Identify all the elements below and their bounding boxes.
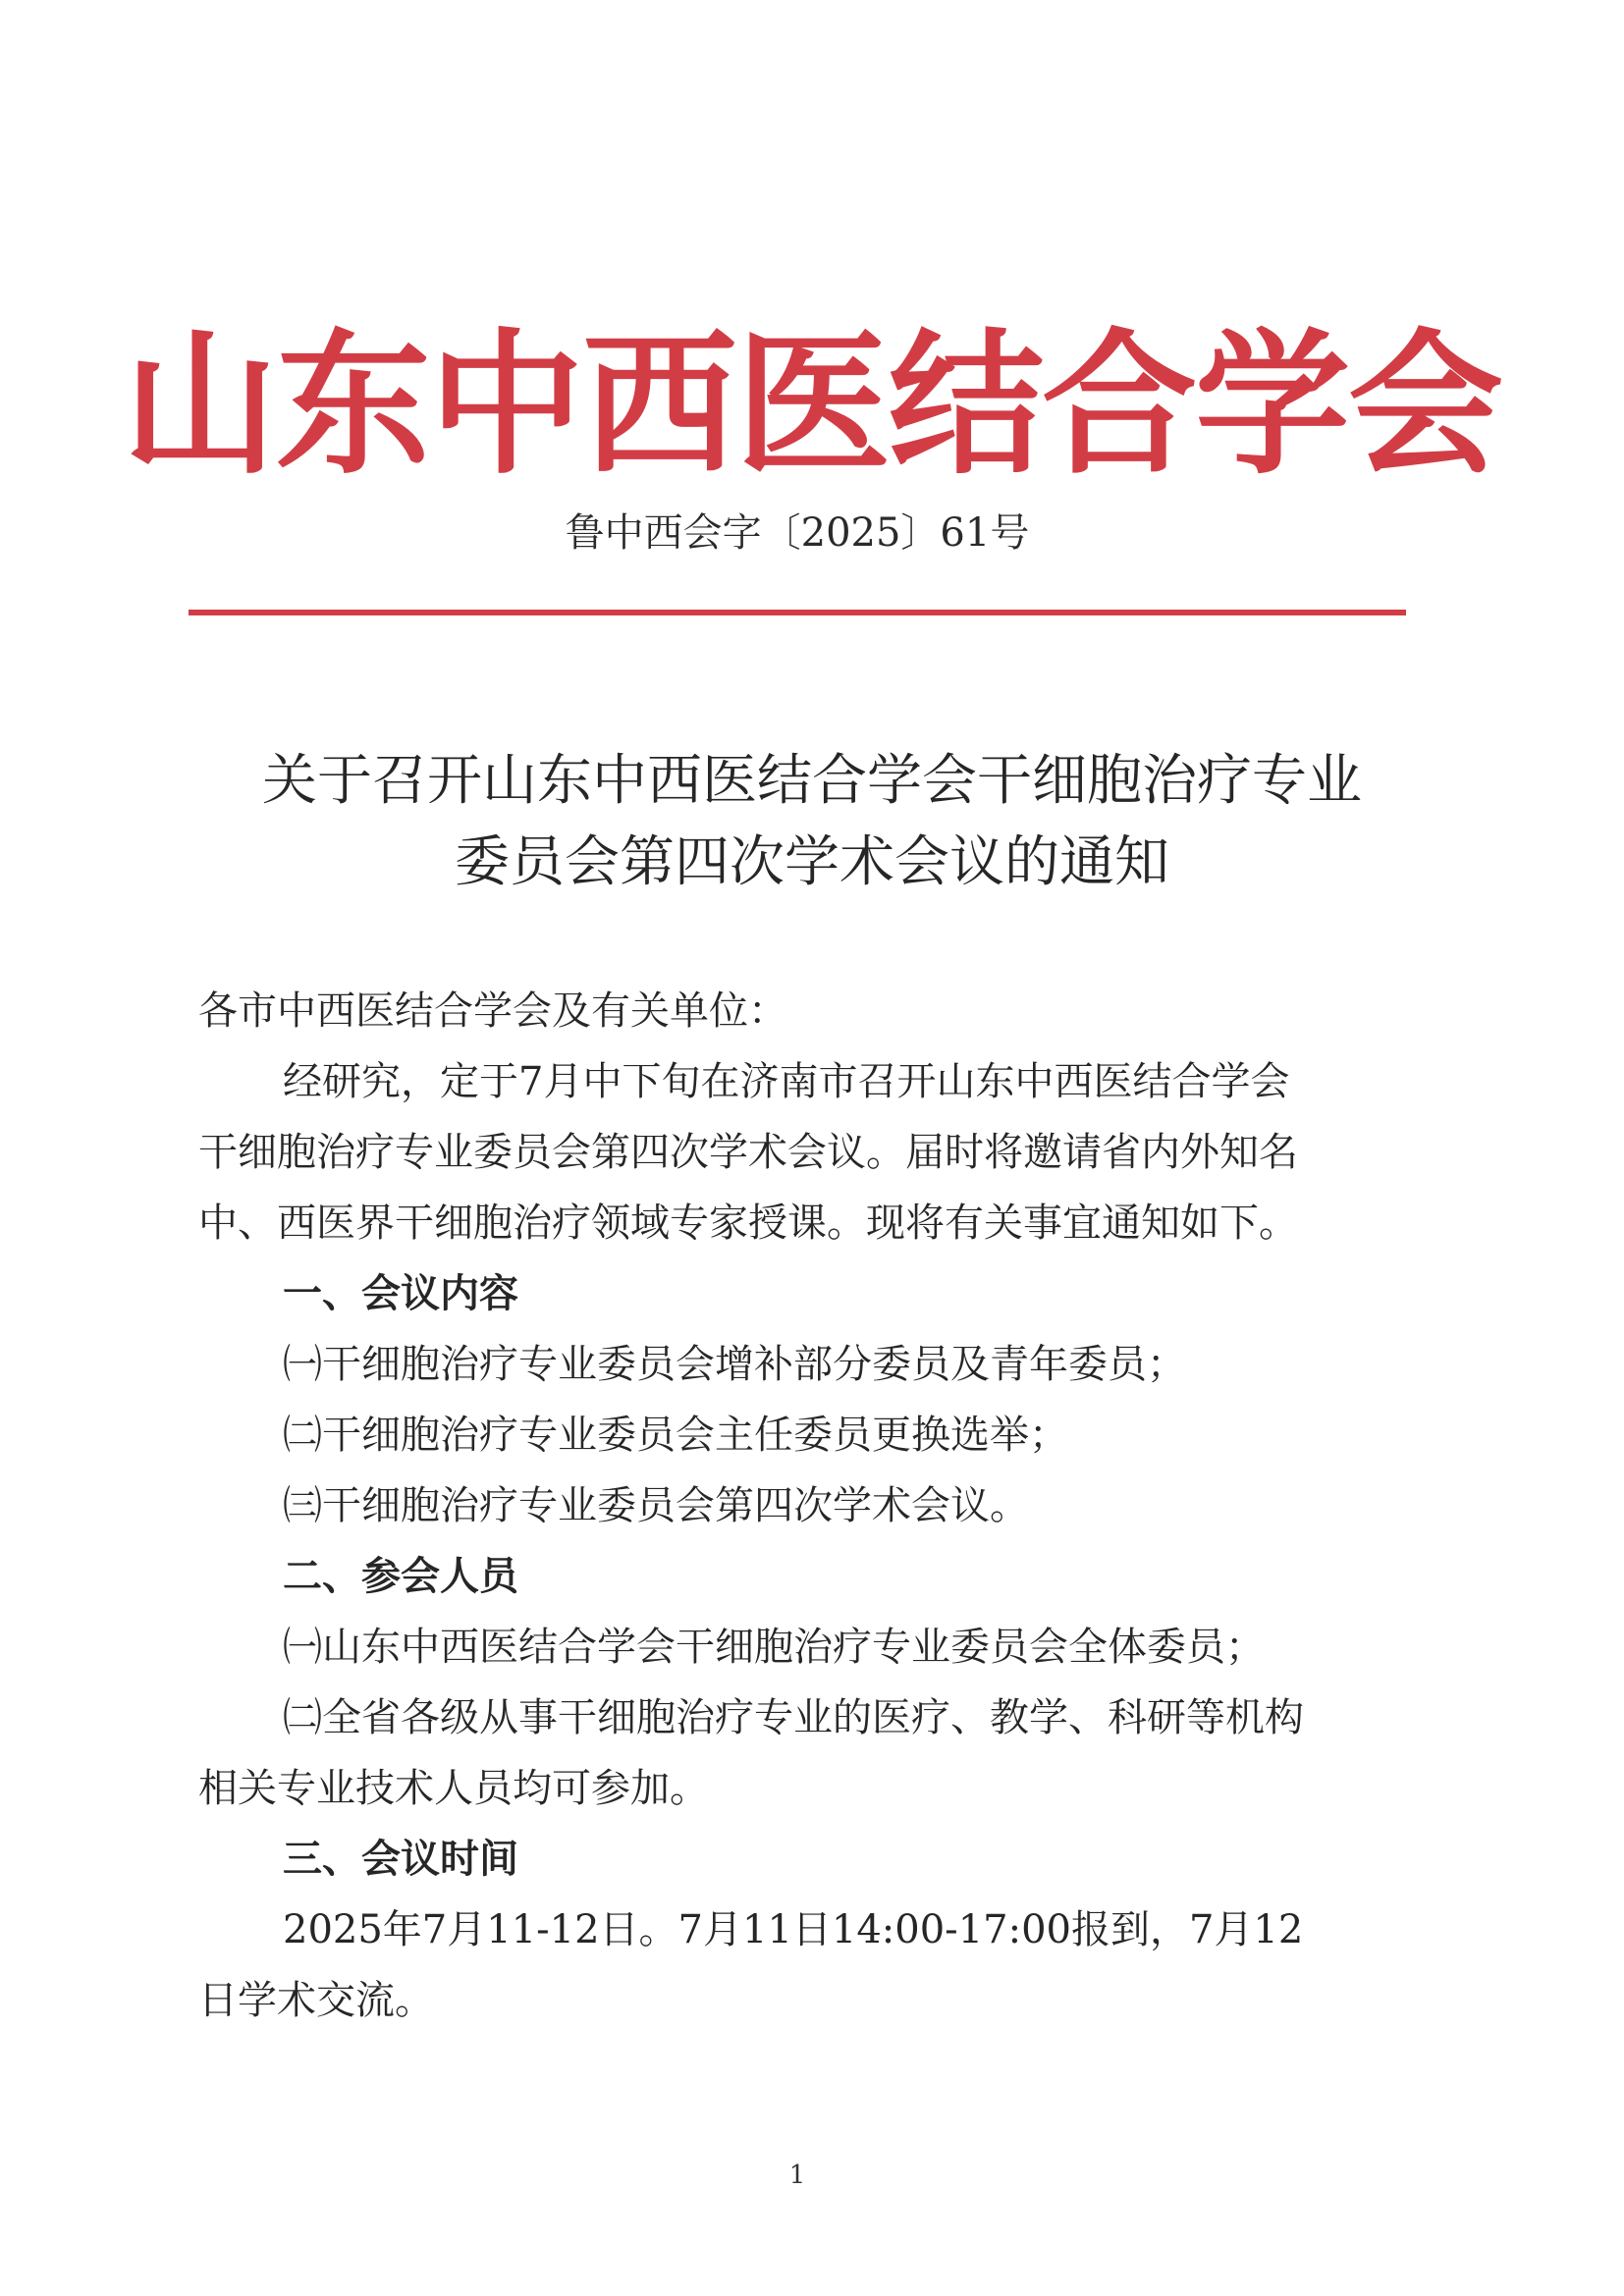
intro-line-2: 干细胞治疗专业委员会第四次学术会议。届时将邀请省内外知名 <box>198 1130 1298 1175</box>
meeting-content-item-1: ㈠干细胞治疗专业委员会增补部分委员及青年委员； <box>283 1342 1186 1387</box>
section-heading-attendees: 二、参会人员 <box>283 1554 518 1599</box>
attendees-item-2-continued: 相关专业技术人员均可参加。 <box>198 1766 709 1811</box>
meeting-content-item-3: ㈢干细胞治疗专业委员会第四次学术会议。 <box>283 1483 1029 1528</box>
meeting-content-item-2: ㈡干细胞治疗专业委员会主任委员更换选举； <box>283 1413 1068 1458</box>
meeting-time-line-2: 日学术交流。 <box>198 1978 434 2023</box>
attendees-item-2: ㈡全省各级从事干细胞治疗专业的医疗、教学、科研等机构 <box>283 1695 1304 1740</box>
salutation: 各市中西医结合学会及有关单位： <box>198 988 787 1034</box>
attendees-item-1: ㈠山东中西医结合学会干细胞治疗专业委员会全体委员； <box>283 1625 1265 1670</box>
notice-title-line-2: 委员会第四次学术会议的通知 <box>455 830 1169 894</box>
page-number: 1 <box>788 2161 806 2190</box>
letterhead-red-rule <box>189 610 1406 615</box>
section-heading-meeting-time: 三、会议时间 <box>283 1837 518 1882</box>
meeting-time-line-1: 2025年7月11-12日。7月11日14:00-17:00报到，7月12 <box>283 1907 1304 1952</box>
intro-line-3: 中、西医界干细胞治疗领域专家授课。现将有关事宜通知如下。 <box>198 1201 1298 1246</box>
notice-title-line-1: 关于召开山东中西医结合学会干细胞治疗专业 <box>262 749 1362 813</box>
letterhead-organization-name: 山东中西医结合学会 <box>123 315 1501 496</box>
document-number: 鲁中西会字〔2025〕61号 <box>565 510 1030 556</box>
section-heading-meeting-content: 一、会议内容 <box>283 1271 518 1316</box>
intro-line-1: 经研究，定于7月中下旬在济南市召开山东中西医结合学会 <box>283 1059 1290 1104</box>
